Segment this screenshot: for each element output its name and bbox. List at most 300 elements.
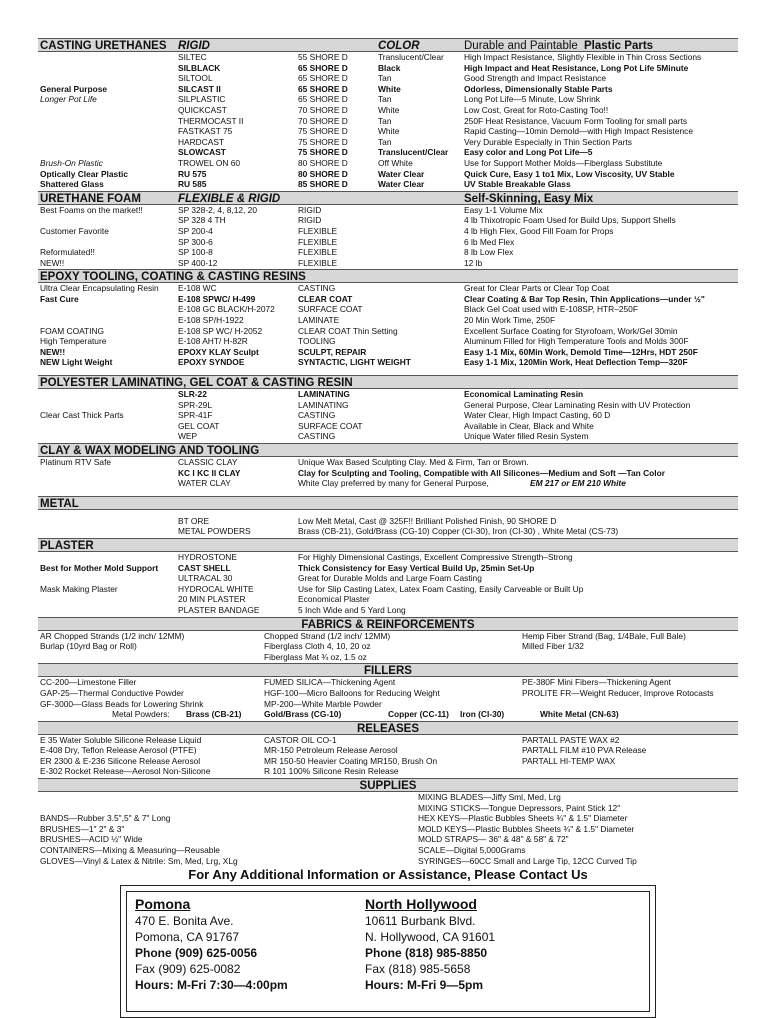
product-name: E-108 SPWC/ H-499	[178, 293, 256, 304]
product-name: SP 100-8	[178, 247, 213, 258]
description: Easy color and Long Pot Life—5	[464, 147, 593, 158]
table-row	[38, 468, 738, 479]
table-row	[38, 63, 738, 74]
table-row	[38, 605, 738, 616]
description: Aluminum Filled for High Temperature Tools and Molds 300F	[464, 336, 689, 347]
item: PROLITE FR—Weight Reducer, Improve Rotocasts	[522, 687, 714, 698]
use-note: Reformulated!!	[40, 247, 95, 258]
casting-urethanes-table	[38, 52, 738, 190]
type: SYNTACTIC, LIGHT WEIGHT	[298, 357, 411, 368]
fabrics-header	[38, 617, 738, 631]
product-name: KC I KC II CLAY	[178, 467, 241, 478]
description: Great for Durable Molds and Large Foam Casting	[298, 573, 482, 584]
section-title: URETHANE FOAM	[40, 192, 141, 205]
section-title: CASTING URETHANES	[40, 40, 167, 52]
product-name: SILPLASTIC	[178, 94, 226, 105]
table-row	[38, 389, 738, 400]
item: SYRINGES—60CC Small and Large Tip, 12CC Curved Tip	[418, 855, 637, 866]
description: Economical Plaster	[298, 594, 370, 605]
item: MOLD KEYS—Plastic Bubbles Sheets ¾" & 1.5" Diameter	[418, 823, 635, 834]
description: Excellent Surface Coating for Styrofoam, Work/Gel 30min	[464, 325, 678, 336]
color: Off White	[378, 157, 413, 168]
description: 4 lb Thixotropic Foam Used for Build Ups, Support Shells	[464, 215, 676, 226]
description: High Impact Resistance, Slightly Flexible in Thin Cross Sections	[464, 52, 702, 62]
product-name: SP 328-2, 4, 8,12, 20	[178, 204, 258, 215]
item: MR-150 Petroleum Release Aerosol	[264, 745, 398, 756]
table-row	[38, 845, 738, 856]
spacer	[38, 489, 738, 495]
item: Hemp Fiber Strand (Bag, 1/4Bale, Full Bale)	[522, 630, 686, 641]
description: General Purpose, Clear Laminating Resin with UV Protection	[464, 399, 691, 410]
table-row	[38, 169, 738, 180]
item: Gold/Brass (CG-10)	[264, 709, 342, 720]
epoxy-header	[38, 269, 738, 283]
table-row	[38, 304, 738, 315]
hardness: 80 SHORE D	[298, 168, 348, 179]
item: AR Chopped Strands (1/2 inch/ 12MM)	[40, 630, 185, 641]
item: Copper (CC-11)	[388, 709, 449, 720]
address-line: N. Hollywood, CA 91601	[365, 930, 496, 945]
fabrics-table	[38, 631, 738, 663]
table-row	[38, 745, 738, 756]
hardness: 85 SHORE D	[298, 179, 348, 190]
item: PE-380F Mini Fibers—Thickening Agent	[522, 677, 671, 688]
clay-options: EM 217 or EM 210 White	[530, 478, 626, 489]
description: Economical Laminating Resin	[464, 389, 584, 400]
table-row	[38, 94, 738, 105]
table-row	[38, 594, 738, 605]
color: Tan	[378, 136, 392, 147]
item: E 35 Water Soluble Silicone Release Liquid	[40, 734, 202, 745]
product-name: SILTEC	[178, 52, 207, 62]
description: Use for Slip Casting Latex, Latex Foam Casting, Easily Carveable or Built Up	[298, 583, 584, 594]
product-name: E-108 SP/H-1922	[178, 315, 244, 326]
table-row	[38, 247, 738, 258]
location-name: Pomona	[135, 896, 191, 913]
description: Black Gel Coat used with E-108SP, HTR–250F	[464, 304, 638, 315]
use-note: Optically Clear Plastic	[40, 168, 128, 179]
epoxy-table	[38, 283, 738, 368]
item: Fiberglass Mat ¾ oz, 1.5 oz	[264, 651, 367, 662]
product-name: WEP	[178, 431, 198, 442]
use-note: Brush-On Plastic	[40, 157, 103, 168]
type: CASTING	[298, 410, 336, 421]
item: Burlap (10yrd Bag or Roll)	[40, 641, 137, 652]
table-row	[38, 756, 738, 767]
product-name: METAL POWDERS	[178, 526, 251, 537]
address-line: Pomona, CA 91767	[135, 930, 240, 945]
clay-wax-header	[38, 443, 738, 457]
fax-number: Fax (818) 985-5658	[365, 962, 471, 977]
product-name: TROWEL ON 60	[178, 157, 241, 168]
metal-table	[38, 516, 738, 537]
table-row	[38, 283, 738, 294]
product-name: EPOXY KLAY Sculpt	[178, 346, 259, 357]
item: Fiberglass Cloth 4, 10, 20 oz	[264, 641, 371, 652]
description: 12 lb	[464, 257, 483, 268]
product-name: SLR-22	[178, 389, 207, 400]
item: ER 2300 & E-236 Silicone Release Aerosol	[40, 755, 201, 766]
type: SURFACE COAT	[298, 420, 363, 431]
description: Low Melt Metal, Cast @ 325F!! Brilliant Polished Finish, 90 SHORE D	[298, 515, 557, 526]
product-name: E-108 WC	[178, 283, 217, 294]
type: FLEXIBLE	[298, 225, 338, 236]
color: Translucent/Clear	[378, 52, 444, 62]
pomona-location	[135, 896, 355, 993]
color: Water Clear	[378, 168, 425, 179]
section-title: METAL	[40, 497, 79, 510]
use-note: Shattered Glass	[40, 179, 104, 190]
table-row	[38, 326, 738, 337]
table-row	[38, 803, 738, 814]
product-name: EPOXY SYNDOE	[178, 357, 245, 368]
table-row	[38, 158, 738, 169]
north-hollywood-location	[365, 896, 585, 993]
item: Iron (CI-30)	[460, 709, 505, 720]
table-row	[38, 573, 738, 584]
type: CLEAR COAT Thin Setting	[298, 325, 398, 336]
description: Brass (CB-21), Gold/Brass (CG-10) Copper (CI-30), Iron (CI-30) , White Metal (CS-73)	[298, 526, 619, 537]
table-row	[38, 677, 738, 688]
table-row	[38, 631, 738, 642]
description: UV Stable Breakable Glass	[464, 179, 571, 190]
product-name: SPR-41F	[178, 410, 213, 421]
type: FLEXIBLE	[298, 247, 338, 258]
description: Available in Clear, Black and White	[464, 420, 594, 431]
description: Use for Support Mother Molds—Fiberglass Substitute	[464, 157, 663, 168]
column-title: RIGID	[178, 40, 210, 52]
item: PARTALL HI-TEMP WAX	[522, 755, 616, 766]
table-row	[38, 766, 738, 777]
table-row	[38, 347, 738, 358]
product-name: CLASSIC CLAY	[178, 457, 238, 467]
phone-number: Phone (909) 625-0056	[135, 946, 258, 961]
table-row	[38, 315, 738, 326]
description: Very Durable Especially in Thin Section Parts	[464, 136, 632, 147]
use-note: NEW!!	[40, 257, 65, 268]
product-name: THERMOCAST II	[178, 115, 244, 126]
hardness: 70 SHORE D	[298, 104, 348, 115]
polyester-table	[38, 389, 738, 442]
contact-box	[120, 885, 656, 1018]
releases-table	[38, 735, 738, 777]
type: RIGID	[298, 215, 322, 226]
item: MIXING STICKS—Tongue Depressors, Paint Stick 12"	[418, 802, 621, 813]
use-note: Clear Cast Thick Parts	[40, 410, 124, 421]
color: Black	[378, 62, 401, 73]
item: PARTALL FILM #10 PVA Release	[522, 745, 647, 756]
table-row	[38, 813, 738, 824]
table-row	[38, 410, 738, 421]
description: For Highly Dimensional Castings, Excellent Compressive Strength–Strong	[298, 551, 573, 562]
casting-urethanes-header	[38, 38, 738, 52]
spacer	[38, 368, 738, 374]
use-note: Customer Favorite	[40, 225, 109, 236]
color: Water Clear	[378, 179, 425, 190]
table-row	[38, 735, 738, 746]
item: HGF-100—Micro Balloons for Reducing Weight	[264, 687, 440, 698]
product-name: GEL COAT	[178, 420, 220, 431]
contact-heading: For Any Additional Information or Assistance, Please Contact Us	[188, 867, 588, 883]
description: 8 lb Low Flex	[464, 247, 514, 258]
use-note: Longer Pot Life	[40, 94, 97, 105]
description: Great for Clear Parts or Clear Top Coat	[464, 283, 610, 294]
section-title: RELEASES	[357, 722, 419, 735]
table-row	[38, 137, 738, 148]
table-row	[38, 147, 738, 158]
metal-header	[38, 496, 738, 510]
item: Milled Fiber 1/32	[522, 641, 584, 652]
column-title: Durable and Paintable	[464, 40, 578, 52]
item: GAP-25—Thermal Conductive Powder	[40, 687, 184, 698]
description: 250F Heat Resistance, Vacuum Form Tooling for small parts	[464, 115, 688, 126]
hardness: 75 SHORE D	[298, 147, 348, 158]
location-name: North Hollywood	[365, 896, 477, 913]
type: CASTING	[298, 431, 336, 442]
table-row	[38, 421, 738, 432]
description: Rapid Casting—10min Demold—with High Impact Resistence	[464, 126, 694, 137]
column-title: Plastic Parts	[584, 40, 654, 52]
item: BRUSHES—1" 2" & 3"	[40, 823, 125, 834]
item: E-302 Rocket Release—Aerosol Non-Silicone	[40, 766, 211, 777]
product-name: RU 585	[178, 179, 207, 190]
type: CLEAR COAT	[298, 293, 353, 304]
contact-box-inner	[126, 891, 650, 1012]
description: High Impact and Heat Resistance, Long Pot Life 5Minute	[464, 62, 689, 73]
table-row	[38, 563, 738, 574]
table-row	[38, 336, 738, 347]
item: R 101 100% Silicone Resin Release	[264, 766, 399, 777]
table-row	[38, 834, 738, 845]
type: TOOLING	[298, 336, 336, 347]
hardness: 75 SHORE D	[298, 126, 348, 137]
product-name: ULTRACAL 30	[178, 573, 233, 584]
product-name: WATER CLAY	[178, 478, 231, 489]
product-name: SP 328 4 TH	[178, 215, 226, 226]
metal-powders-label: Metal Powders:	[112, 709, 170, 720]
description: Long Pot Life—5 Minute, Low Shrink	[464, 94, 600, 105]
color: White	[378, 126, 400, 137]
section-title: CLAY & WAX MODELING AND TOOLING	[40, 445, 260, 457]
item: GF-3000—Glass Beads for Lowering Shrink	[40, 698, 204, 709]
table-row	[38, 516, 738, 527]
use-note: NEW Light Weight	[40, 357, 113, 368]
table-row	[38, 824, 738, 835]
type: LAMINATE	[298, 315, 340, 326]
item: MR 150-50 Heavier Coating MR150, Brush On	[264, 755, 438, 766]
product-name: SP 200-4	[178, 225, 213, 236]
description: Unique Wax Based Sculpting Clay. Med & Firm, Tan or Brown.	[298, 457, 529, 467]
releases-header	[38, 721, 738, 735]
hardness: 80 SHORE D	[298, 157, 348, 168]
description: White Clay preferred by many for General Purpose,	[298, 478, 489, 489]
table-row	[38, 856, 738, 867]
use-note: NEW!!	[40, 346, 66, 357]
polyester-header	[38, 375, 738, 389]
product-name: 20 MIN PLASTER	[178, 594, 246, 605]
color: Translucent/Clear	[378, 147, 449, 158]
use-note: FOAM COATING	[40, 325, 105, 336]
description: Unique Water filled Resin System	[464, 431, 589, 442]
product-name: SILTOOL	[178, 73, 213, 84]
use-note: Ultra Clear Encapsulating Resin	[40, 283, 159, 294]
description: 4 lb High Flex, Good Fill Foam for Props	[464, 225, 614, 236]
item: GLOVES—Vinyl & Latex & Nitrile: Sm, Med, Lrg, XLg	[40, 855, 238, 866]
table-row	[38, 105, 738, 116]
item: PARTALL PASTE WAX #2	[522, 734, 620, 745]
table-row	[38, 699, 738, 710]
description: Thick Consistency for Easy Vertical Build Up, 25min Set-Up	[298, 562, 535, 573]
product-name: QUICKCAST	[178, 104, 227, 115]
product-name: HARDCAST	[178, 136, 225, 147]
description: Quick Cure, Easy 1 to1 Mix, Low Viscosity, UV Stable	[464, 168, 675, 179]
supplies-header	[38, 778, 738, 792]
section-title: EPOXY TOOLING, COATING & CASTING RESINS	[40, 271, 306, 284]
item: White Metal (CN-63)	[540, 709, 619, 720]
type: LAMINATING	[298, 399, 349, 410]
hardness: 65 SHORE D	[298, 62, 348, 73]
product-name: E-108 SP WC/ H-2052	[178, 325, 263, 336]
type: SURFACE COAT	[298, 304, 363, 315]
product-name: E-108 AHT/ H-82R	[178, 336, 248, 347]
table-row	[38, 52, 738, 63]
type: LAMINATING	[298, 389, 350, 400]
product-name: SP 300-6	[178, 236, 213, 247]
item: CASTOR OIL CO-1	[264, 734, 337, 745]
product-name: SILCAST II	[178, 83, 221, 94]
product-sheet	[38, 37, 738, 1018]
item: Brass (CB-21)	[186, 709, 242, 720]
item: BANDS—Rubber 3.5",5" & 7" Long	[40, 813, 171, 824]
hardness: 65 SHORE D	[298, 94, 348, 105]
table-row	[38, 584, 738, 595]
product-name: CAST SHELL	[178, 562, 231, 573]
table-row	[38, 431, 738, 442]
hardness: 75 SHORE D	[298, 136, 348, 147]
address-line: 470 E. Bonita Ave.	[135, 914, 234, 929]
clay-wax-table	[38, 457, 738, 489]
table-row	[38, 205, 738, 216]
product-name: SLOWCAST	[178, 147, 226, 158]
use-note: High Temperature	[40, 336, 107, 347]
phone-number: Phone (818) 985-8850	[365, 946, 488, 961]
table-row	[38, 400, 738, 411]
table-row	[38, 237, 738, 248]
section-title: FILLERS	[364, 665, 412, 678]
description: Clear Coating & Bar Top Resin, Thin Applications—under ½"	[464, 293, 705, 304]
use-note: Fast Cure	[40, 293, 79, 304]
description: 5 Inch Wide and 5 Yard Long	[298, 604, 406, 615]
description: Easy 1-1 Volume Mix	[464, 204, 543, 215]
table-row	[38, 84, 738, 95]
use-note: Mask Making Plaster	[40, 583, 118, 594]
item: FUMED SILICA—Thickening Agent	[264, 677, 396, 688]
description: Odorless, Dimensionally Stable Parts	[464, 83, 613, 94]
use-note: Best for Mother Mold Support	[40, 562, 159, 573]
table-row	[38, 457, 738, 468]
table-row	[38, 357, 738, 368]
table-row	[38, 688, 738, 699]
item: SCALE—Digital 5,000Grams	[418, 845, 526, 856]
fillers-header	[38, 663, 738, 677]
table-row	[38, 116, 738, 127]
table-row	[38, 792, 738, 803]
item: Chopped Strand (1/2 inch/ 12MM)	[264, 630, 391, 641]
color: White	[378, 104, 400, 115]
item: CC-200—Limestone Filler	[40, 677, 137, 688]
table-row	[38, 552, 738, 563]
table-row	[38, 652, 738, 663]
table-row	[38, 526, 738, 537]
color: Tan	[378, 94, 392, 105]
address-line: 10611 Burbank Blvd.	[365, 914, 476, 929]
item: MIXING BLADES—Jiffy Sml, Med, Lrg	[418, 792, 561, 803]
table-row	[38, 294, 738, 305]
description: 20 Min Work Time, 250F	[464, 315, 556, 326]
description: Low Cost, Great for Roto-Casting Too!!	[464, 104, 609, 115]
urethane-foam-header	[38, 191, 738, 205]
type: SCULPT, REPAIR	[298, 346, 367, 357]
section-title: PLASTER	[40, 539, 94, 552]
fillers-table	[38, 677, 738, 719]
plaster-header	[38, 538, 738, 552]
table-row	[38, 258, 738, 269]
product-name: SILBLACK	[178, 62, 221, 73]
description: Easy 1-1 Mix, 120Min Work, Heat Deflection Temp—320F	[464, 357, 688, 368]
description: Water Clear, High Impact Casting, 60 D	[464, 410, 611, 421]
description: Good Strength and Impact Resistance	[464, 73, 606, 84]
type: FLEXIBLE	[298, 236, 338, 247]
item: E-408 Dry, Teflon Release Aerosol (PTFE)	[40, 745, 197, 756]
section-title: FABRICS & REINFORCEMENTS	[301, 618, 475, 631]
item: MP-200—White Marble Powder	[264, 698, 382, 709]
table-row	[38, 641, 738, 652]
product-name: SPR-29L	[178, 399, 212, 410]
type: FLEXIBLE	[298, 257, 338, 268]
type: RIGID	[298, 204, 322, 215]
item: BRUSHES—ACID ½" Wide	[40, 834, 143, 845]
table-row	[38, 73, 738, 84]
product-name: HYDROSTONE	[178, 551, 237, 562]
product-name: FASTKAST 75	[178, 126, 233, 137]
use-note: Best Foams on the market!!	[40, 204, 143, 215]
item: HEX KEYS—Plastic Bubbles Sheets ¾" & 1.5" Diameter	[418, 813, 628, 824]
column-title: Self-Skinning, Easy Mix	[464, 192, 594, 205]
section-title: SUPPLIES	[359, 780, 417, 793]
plaster-table	[38, 552, 738, 616]
item: MOLD STRAPS— 36" & 48" & 58" & 72"	[418, 834, 569, 845]
business-hours: Hours: M-Fri 7:30—4:00pm	[135, 978, 288, 993]
use-note: Platinum RTV Safe	[40, 457, 112, 467]
hardness: 65 SHORE D	[298, 83, 348, 94]
fax-number: Fax (909) 625-0082	[135, 962, 241, 977]
section-title: POLYESTER LAMINATING, GEL COAT & CASTING RESIN	[40, 377, 353, 390]
description: 6 lb Med Flex	[464, 236, 515, 247]
table-row	[38, 179, 738, 190]
table-row	[38, 226, 738, 237]
hardness: 70 SHORE D	[298, 115, 348, 126]
product-name: BT ORE	[178, 515, 210, 526]
description: Easy 1-1 Mix, 60Min Work, Demold Time—12Hrs, HDT 250F	[464, 346, 698, 357]
hardness: 65 SHORE D	[298, 73, 348, 84]
color: White	[378, 83, 401, 94]
use-note: General Purpose	[40, 83, 108, 94]
business-hours: Hours: M-Fri 9—5pm	[365, 978, 484, 993]
item: CONTAINERS—Mixing & Measuring—Reusable	[40, 845, 220, 856]
type: CASTING	[298, 283, 336, 294]
color: Tan	[378, 73, 392, 84]
product-name: PLASTER BANDAGE	[178, 604, 260, 615]
